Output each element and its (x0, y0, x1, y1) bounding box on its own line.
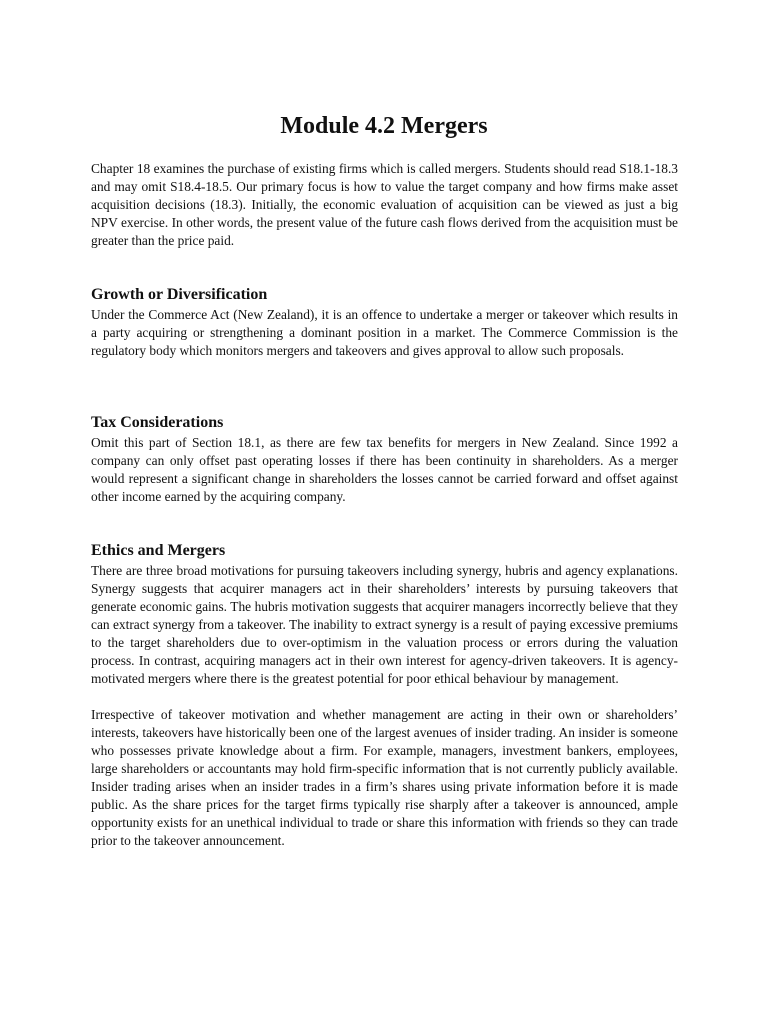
page-title: Module 4.2 Mergers (280, 113, 488, 139)
section-ethics-and-mergers (91, 541, 678, 850)
section-tax-considerations (91, 413, 678, 506)
intro-paragraph: Chapter 18 examines the purchase of existing firms which is called mergers. Students should read S18.1-18.3 and may omit S18.4-18.5. Our primary focus is how to value the target company and how firms make asset acquisition decisions (18.3). Initially, the economic evaluation of acquisition can be viewed as just a big NPV exercise. In other words, the present value of the future cash flows derived from the acquisition must be greater than the price paid. (91, 161, 678, 248)
section-growth-or-diversification (91, 285, 678, 360)
section-paragraph: Irrespective of takeover motivation and whether management are acting in their own or shareholders’ interests, takeovers have historically been one of the largest avenues of insider trading. An insider is someone who possesses private knowledge about a firm. For example, managers, investment bankers, employees, large shareholders or accountants may hold firm-specific information that is not currently publicly available. Insider trading arises when an insider trades in a firm’s shares using private information before it is made public. As the share prices for the target firms typically rise sharply after a takeover is announced, ample opportunity exists for an unethical individual to trade or share this information with friends so they can trade prior to the takeover announcement. (91, 707, 678, 848)
section-heading: Tax Considerations (91, 414, 224, 431)
section-paragraph: Under the Commerce Act (New Zealand), it is an offence to undertake a merger or takeover which results in a party acquiring or strengthening a dominant position in a market. The Commerce Commission is the regulatory body which monitors mergers and takeovers and gives approval to allow such proposals. (91, 307, 678, 358)
section-paragraph: There are three broad motivations for pursuing takeovers including synergy, hubris and agency explanations. Synergy suggests that acquirer managers act in their shareholders’ interests by pursuing takeovers that generate economic gains. The hubris motivation suggests that acquirer managers incorrectly believe that they can extract synergy from a takeover. The inability to extract synergy is a result of paying excessive premiums to the target shareholders due to over-optimism in the valuation process or errors during the valuation process. In contrast, acquiring managers act in their own interest for agency-driven takeovers. It is agency-motivated mergers where there is the greatest potential for poor ethical behaviour by management. (91, 563, 678, 686)
section-paragraph: Omit this part of Section 18.1, as there are few tax benefits for mergers in New Zealand. Since 1992 a company can only offset past operating losses if there has been continuity in shareholders. As a merger would represent a significant change in shareholders the losses cannot be carried forward and offset against other income earned by the acquiring company. (91, 435, 678, 504)
section-heading: Ethics and Mergers (91, 542, 226, 559)
section-heading: Growth or Diversification (91, 286, 268, 303)
